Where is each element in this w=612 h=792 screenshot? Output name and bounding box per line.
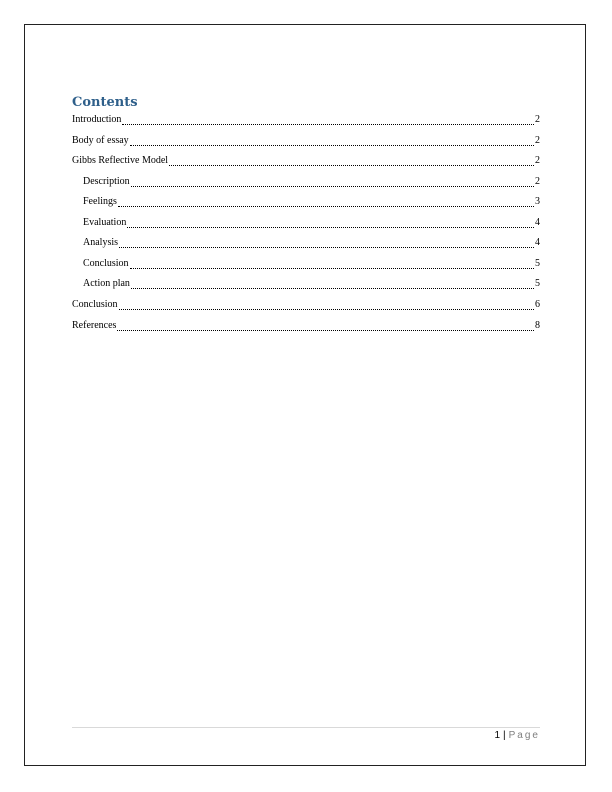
toc-entry-label: Body of essay <box>72 135 129 146</box>
toc-entry-gibbs-reflective-model[interactable] <box>72 155 540 169</box>
toc-leader-dots <box>127 227 534 228</box>
toc-entry-analysis[interactable] <box>72 237 540 251</box>
toc-entry-label: Introduction <box>72 114 122 125</box>
footer-separator: | <box>503 730 506 741</box>
toc-entry-conclusion[interactable] <box>72 299 540 313</box>
page-footer <box>494 730 540 741</box>
toc-entry-label: Action plan <box>83 278 130 289</box>
toc-entry-body-of-essay[interactable] <box>72 135 540 149</box>
toc-entry-page: 4 <box>535 237 540 248</box>
toc-entry-page: 3 <box>535 196 540 207</box>
toc-entry-page: 2 <box>535 176 540 187</box>
toc-entry-conclusion-sub[interactable] <box>72 258 540 272</box>
toc-title: Contents <box>72 95 138 110</box>
toc-entry-evaluation[interactable] <box>72 217 540 231</box>
toc-entry-page: 4 <box>535 217 540 228</box>
toc-entry-description[interactable] <box>72 176 540 190</box>
toc-entry-label: Feelings <box>83 196 117 207</box>
toc-leader-dots <box>169 165 534 166</box>
toc-entry-page: 2 <box>535 114 540 125</box>
toc-leader-dots <box>117 330 534 331</box>
toc-entry-label: Analysis <box>83 237 118 248</box>
footer-page-number: 1 <box>494 730 501 741</box>
toc-entry-label: References <box>72 320 117 331</box>
toc-entry-page: 6 <box>535 299 540 310</box>
toc-leader-dots <box>122 124 534 125</box>
toc-entry-page: 5 <box>535 278 540 289</box>
toc-entry-action-plan[interactable] <box>72 278 540 292</box>
toc-leader-dots <box>130 268 534 269</box>
toc-entry-label: Conclusion <box>83 258 129 269</box>
toc-entry-feelings[interactable] <box>72 196 540 210</box>
toc-leader-dots <box>131 186 534 187</box>
toc-leader-dots <box>119 309 534 310</box>
toc-leader-dots <box>131 288 534 289</box>
toc-entry-references[interactable] <box>72 320 540 334</box>
toc-leader-dots <box>118 206 534 207</box>
toc-entry-label: Gibbs Reflective Model <box>72 155 169 166</box>
toc-leader-dots <box>119 247 534 248</box>
footer-page-word: Page <box>508 730 540 741</box>
toc-entry-page: 2 <box>535 135 540 146</box>
footer-divider <box>72 727 540 728</box>
toc-entry-page: 8 <box>535 320 540 331</box>
toc-entry-page: 2 <box>535 155 540 166</box>
toc-entry-introduction[interactable] <box>72 114 540 128</box>
toc-entry-page: 5 <box>535 258 540 269</box>
toc-entry-label: Conclusion <box>72 299 118 310</box>
toc-entry-label: Evaluation <box>83 217 127 228</box>
toc-entry-label: Description <box>83 176 130 187</box>
toc-leader-dots <box>130 145 534 146</box>
